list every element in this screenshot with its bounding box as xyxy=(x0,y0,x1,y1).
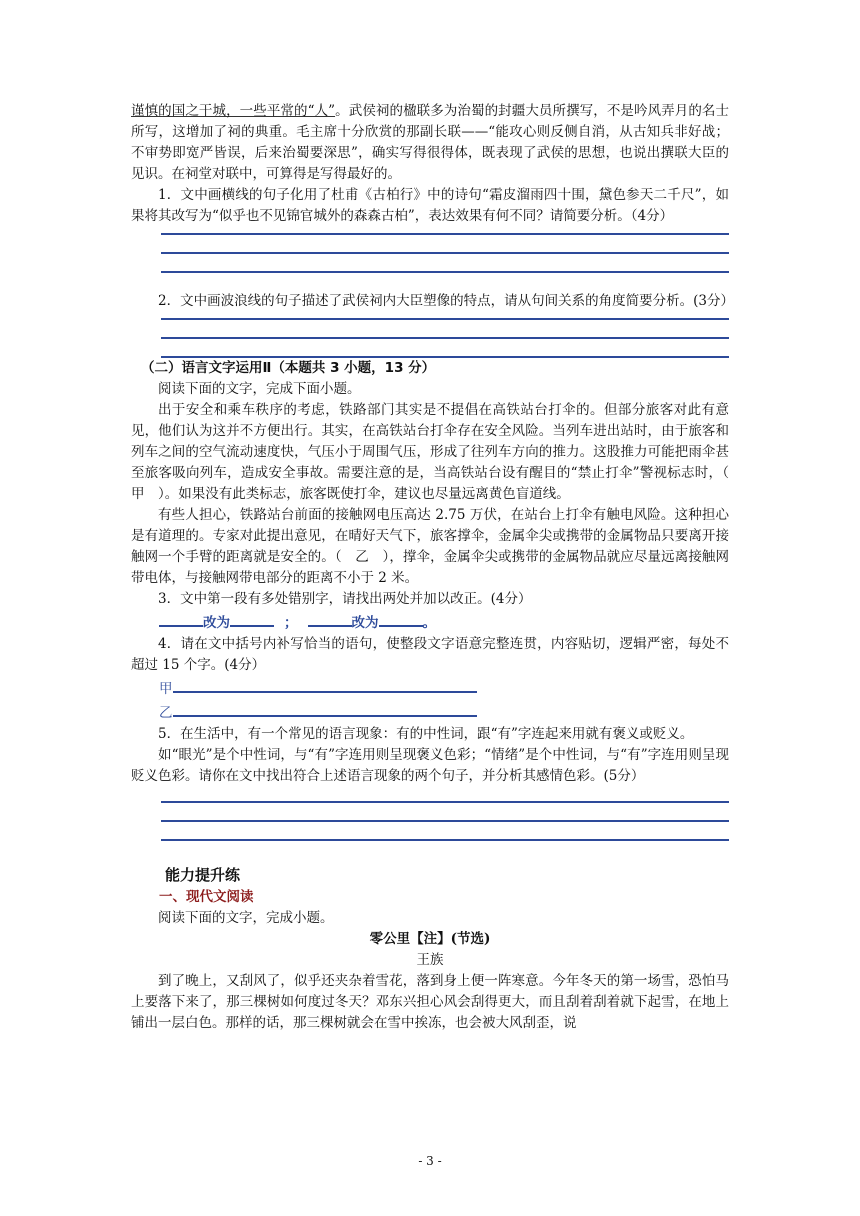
underlined-sentence: 谨慎的国之干城，一些平常的“人” xyxy=(131,103,336,119)
blank-yi[interactable] xyxy=(173,700,477,717)
blank-correct-1[interactable] xyxy=(230,610,274,627)
q4-fill-b xyxy=(131,700,729,724)
question-2: 2．文中画波浪线的句子描述了武侯祠内大臣塑像的特点，请从句间关系的角度简要分析。(3分） xyxy=(158,293,734,309)
answer-line xyxy=(161,839,729,841)
section-heading: （二）语言文字运用Ⅱ（本题共 3 小题，13 分） xyxy=(141,360,436,376)
separator: ； xyxy=(284,615,298,631)
answer-line xyxy=(161,252,729,254)
page-content xyxy=(131,101,743,1034)
label-yi: 乙 xyxy=(159,705,173,721)
answer-line xyxy=(161,820,729,822)
question-4: 4．请在文中括号内补写恰当的语句，使整段文字语意完整连贯，内容贴切，逻辑严密，每处不超过 15 个字。(4分） xyxy=(131,636,729,673)
label-jia: 甲 xyxy=(159,681,173,697)
instruction: 阅读下面的文字，完成下面小题。 xyxy=(158,381,361,397)
passage-end xyxy=(131,101,729,185)
end-mark: 。 xyxy=(422,615,436,631)
answer-line xyxy=(161,801,729,803)
story-paragraph: 到了晚上，又刮风了，似乎还夹杂着雪花，落到身上便一阵寒意。今年冬天的第一场雪，恐怕马上要落下来了，那三棵树如何度过冬天？邓东兴担心风会刮得更大，而且刮着刮着就下起雪，在地上铺出一层白色。那样的话，那三棵树就会在雪中挨冻，也会被大风刮歪，说 xyxy=(131,973,729,1031)
answer-area-5[interactable] xyxy=(131,787,729,845)
answer-line xyxy=(161,318,729,320)
question-3: 3．文中第一段有多处错别字，请找出两处并加以改正。(4分） xyxy=(158,591,532,607)
passage-paragraph-2: 有些人担心，铁路站台前面的接触网电压高达 2.75 万伏，在站台上打伞有触电风险。这种担心是有道理的。专家对此提出意见，在晴好天气下，旅客撑伞，金属伞尖或携带的金属物品只要离开接触网一个手臂的距离就是安全的。（ 乙 ），撑伞，金属伞尖或携带的金属物品就应尽量远离接触网带电体，与接触网带电部分的距离不小于 2 米。 xyxy=(131,507,729,586)
q4-fill-a xyxy=(131,676,729,700)
change-label: 改为 xyxy=(203,615,230,631)
blank-jia[interactable] xyxy=(173,676,477,693)
passage-end-text: 。武侯祠的楹联多为治蜀的封疆大员所撰写，不是吟风弄月的名士所写，这增加了祠的典重。毛主席十分欣赏的那副长联——“能攻心则反侧自消，从古知兵非好战；不审势即宽严皆误，后来治蜀要深思”，确实写得很得体，既表现了武侯的思想，也说出撰联大臣的见识。在祠堂对联中，可算得是写得最好的。 xyxy=(131,103,729,182)
blank-wrong-1[interactable] xyxy=(159,610,203,627)
instruction-2: 阅读下面的文字，完成小题。 xyxy=(158,910,334,926)
answer-line xyxy=(161,271,729,273)
blank-correct-2[interactable] xyxy=(379,610,423,627)
answer-area-1[interactable] xyxy=(131,227,729,277)
change-label: 改为 xyxy=(351,615,379,631)
story-author: 王族 xyxy=(416,952,444,968)
passage-paragraph-1: 出于安全和乘车秩序的考虑，铁路部门其实是不提倡在高铁站台打伞的。但部分旅客对此有意见，他们认为这并不方便出行。其实，在高铁站台打伞存在安全风险。当列车进出站时，由于旅客和列车之间的空气流动速度快，气压小于周围气压，形成了往列车方向的推力。这股推力可能把雨伞甚至旅客吸向列车，造成安全事故。需要注意的是，当高铁站台设有醒目的“禁止打伞”警视标志时，（ 甲 ）。如果没有此类标志，旅客既使打伞，建议也尽量远离黄色盲道线。 xyxy=(131,402,743,502)
ability-heading: 能力提升练 xyxy=(165,866,241,884)
question-5: 5．在生活中，有一个常见的语言现象：有的中性词，跟“有”字连起来用就有褒义或贬义。 xyxy=(158,726,694,742)
q3-fill-row xyxy=(131,610,729,634)
answer-line xyxy=(161,337,729,339)
story-title: 零公里【注】(节选) xyxy=(369,931,491,947)
blank-wrong-2[interactable] xyxy=(308,610,352,627)
question-5-detail: 如“眼光”是个中性词，与“有”字连用则呈现褒义色彩；“情绪”是个中性词，与“有”字连用则呈现贬义色彩。请你在文中找出符合上述语言现象的两个句子，并分析其感情色彩。(5分） xyxy=(131,747,729,784)
modern-reading-heading: 一、现代文阅读 xyxy=(159,889,254,905)
answer-line xyxy=(161,233,729,235)
answer-area-2[interactable] xyxy=(131,312,729,362)
page-number: - 3 - xyxy=(418,1154,442,1168)
question-1: 1．文中画横线的句子化用了杜甫《古柏行》中的诗句“霜皮溜雨四十围，黛色参天二千尺”，如果将其改写为“似乎也不见锦官城外的森森古柏”，表达效果有何不同？请简要分析。（4分） xyxy=(131,187,729,224)
